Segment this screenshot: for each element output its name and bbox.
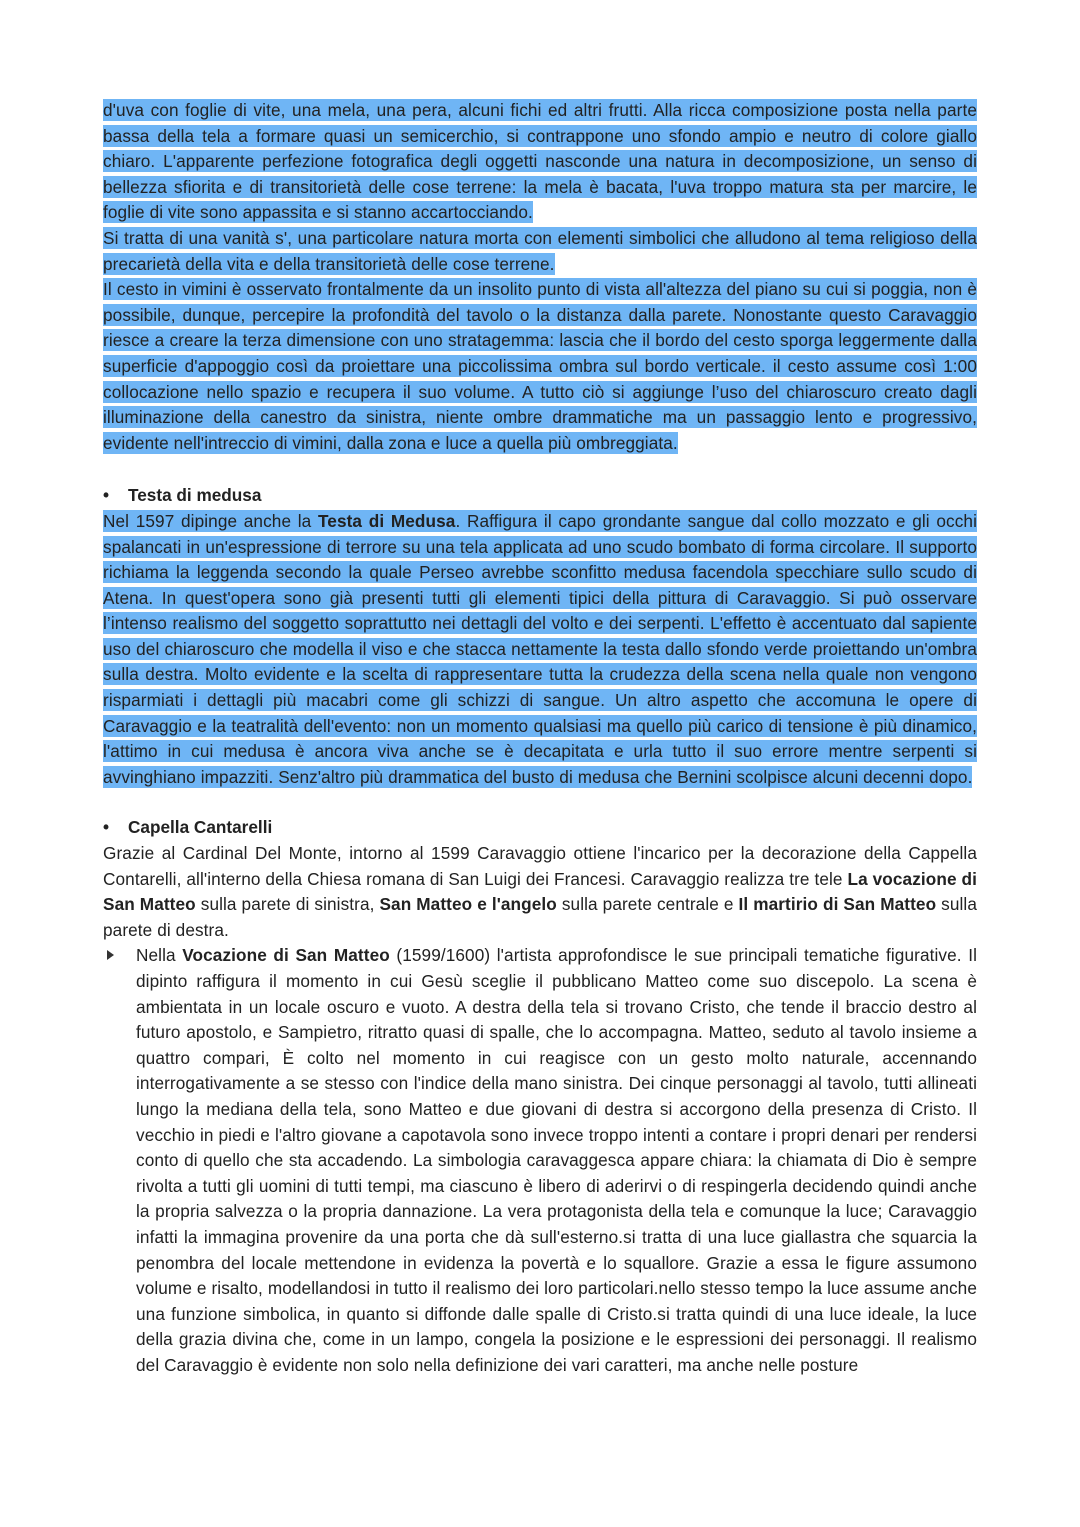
highlighted-text: Il cesto in vimini è osservato frontalmente da un insolito punto di vista all'altezza del piano su cui si poggia, non è possibile, dunque, percepire la profondità del tavolo o la distanza dalla parete. Nonostante questo Caravaggio riesce a creare la terza dimensione con uno stratagemma: lascia che il bordo del cesto sporga leggermente dalla superficie d'appoggio così da proiettare una piccolissima ombra sul bordo verticale. il cesto assume così 1:00 collocazione nello spazio e recupera il suo volume. A tutto ciò si aggiunge l’uso del chiaroscuro creato dagli illuminazione della canestro da sinistra, niente ombre drammatiche ma un passaggio lento e progressivo, evidente nell'intreccio di vimini, dalla zona e luce a quella più ombreggiata. — [103, 279, 977, 453]
bullet-icon: • — [103, 817, 110, 838]
paragraph — [103, 98, 977, 226]
highlighted-text: d'uva con foglie di vite, una mela, una pera, alcuni fichi ed altri frutti. Alla ricca composizione posta nella parte bassa della tela a formare quasi un semicerchio, si contrappone uno sfondo ampio e neutro di colore giallo chiaro. L'apparente perfezione fotografica degli oggetti nasconde una natura in decomposizione, un senso di bellezza sfiorita e di transitorietà delle cose terrene: la mela è bacata, l'uva troppo matura sta per marcire, le foglie di vite sono appassita e si stanno accartocciando. — [103, 100, 977, 223]
section-heading — [103, 483, 977, 509]
still-life-section — [103, 98, 977, 456]
bullet-icon: • — [103, 485, 110, 506]
paragraph — [103, 277, 977, 456]
bold-title: Vocazione di San Matteo — [182, 945, 390, 966]
cantarelli-section — [103, 815, 977, 1378]
heading-text: Capella Cantarelli — [128, 817, 273, 838]
paragraph — [103, 226, 977, 277]
section-heading — [103, 815, 977, 841]
highlighted-text: Nel 1597 dipinge anche la Testa di Medusa. Raffigura il capo grondante sangue dal collo mozzato e gli occhi spalancati in un'espressione di terrore su una tela applicata ad uno scudo bombato di forma circolare. Il supporto richiama la leggenda secondo la quale Perseo avrebbe sconfitto medusa facendola specchiare sullo scudo di Atena. In quest'opera sono già presenti tutti gli elementi tipici della pittura di Caravaggio. Si può osservare l’intenso realismo del soggetto soprattutto nei dettagli del volto e dei serpenti. L'effetto è accentuato dal sapiente uso del chiaroscuro che modella il viso e che stacca nettamente la testa dallo sfondo verde proiettando un'ombra sulla destra. Molto evidente e la scelta di rappresentare tutta la crudezza della scena nella quale non vengono risparmiati i dettagli più macabri come gli schizzi di sangue. Un altro aspetto che accomuna le opere di Caravaggio e la teatralità dell'evento: non un momento qualsiasi ma quello più carico di tensione è più dinamico, l'attimo in cui medusa è ancora viva anche se è decapitata e urla tutto il suo errore mentre serpenti si avvinghiano impazziti. Senz'altro più drammatica del busto di medusa che Bernini scolpisce alcuni decenni dopo. — [103, 510, 977, 787]
bold-title: San Matteo e l'angelo — [379, 894, 557, 915]
paragraph — [103, 509, 977, 791]
heading-text: Testa di medusa — [128, 485, 262, 506]
arrow-bullet-icon — [107, 950, 114, 960]
list-item: Nella Vocazione di San Matteo (1599/1600) l'artista approfondisce le sue principali tematiche figurative. Il dipinto raffigura il momento in cui Gesù sceglie il pubblicano Matteo come suo discepolo. La scena è ambientata in un locale oscuro e vuoto. A destra della tela si trovano Cristo, che tende il braccio destro al futuro apostolo, e Sampietro, ritratto quasi di spalle, che lo accompagna. Matteo, seduto al tavolo insieme a quattro compari, È colto nel momento in cui reagisce con un gesto molto naturale, accennando interrogativamente a se stesso con l'indice della mano sinistra. Dei cinque personaggi al tavolo, tutti allineati lungo la mediana della tela, sono Matteo e due giovani di destra si accorgono della presenza di Cristo. Il vecchio in piedi e l'altro giovane a capotavola sono invece troppo intenti a contare i propri denari per rendersi conto di quello che sta accadendo. La simbologia caravaggesca appare chiara: la chiamata di Dio è sempre rivolta a tutti gli uomini di tutti tempi, ma ciascuno è libero di aderirvi o di respingerla decidendo quindi anche la propria salvezza o la propria dannazione. La vera protagonista della tela e comunque la luce; Caravaggio infatti la immagina provenire da una porta che dà sull'esterno.si tratta di una luce giallastra che squarcia la penombra del locale mettendone in evidenza la povertà e lo squallore. Grazie a essa le figure assumono volume e risalto, modellandosi in tutto il realismo dei loro particolari.nello stesso tempo la luce assume anche una funzione simbolica, in quanto si diffonde dalle spalle di Cristo.si tratta quindi di una luce ideale, la luce della grazia divina che, come in un lampo, congela la posizione e le espressioni dei personaggi. Il realismo del Caravaggio è evidente non solo nella definizione dei vari caratteri, ma anche nelle posture — [103, 943, 977, 1378]
paragraph: Grazie al Cardinal Del Monte, intorno al 1599 Caravaggio ottiene l'incarico per la decorazione della Cappella Contarelli, all'interno della Chiesa romana di San Luigi dei Francesi. Caravaggio realizza tre tele La vocazione di San Matteo sulla parete di sinistra, San Matteo e l'angelo sulla parete centrale e Il martirio di San Matteo sulla parete di destra. — [103, 843, 977, 940]
bold-title: La vocazione di San Matteo — [103, 868, 977, 915]
medusa-section — [103, 483, 977, 790]
bold-title: Il martirio di San Matteo — [738, 894, 937, 915]
highlighted-text: Si tratta di una vanità s', una particolare natura morta con elementi simbolici che alludono al tema religioso della precarietà della vita e della transitorietà delle cose terrene. — [103, 227, 977, 274]
bold-title: Testa di Medusa — [317, 510, 456, 531]
